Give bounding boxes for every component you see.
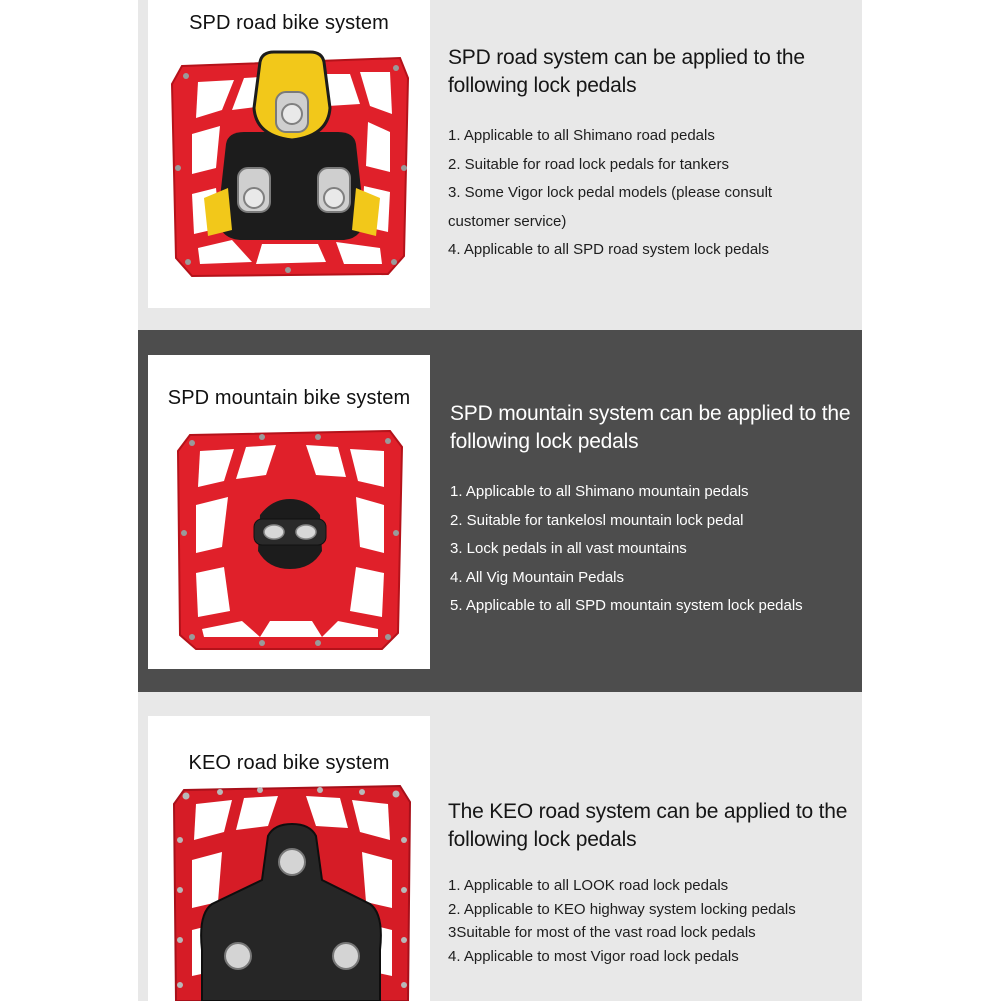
list-item: 1. Applicable to all Shimano mountain pedals	[450, 483, 749, 500]
spd-road-card-title: SPD road bike system	[189, 12, 389, 34]
keo-road-description	[448, 798, 847, 968]
spd-road-compatibility-list	[448, 122, 805, 265]
list-item: 4. All Vig Mountain Pedals	[450, 568, 625, 586]
spd-road-description	[448, 44, 805, 265]
list-item: 4. Applicable to most Vigor road lock pedals	[448, 947, 739, 965]
keo-road-headline-line1: The KEO road system can be applied to the	[448, 800, 848, 823]
keo-road-headline	[448, 798, 847, 854]
spd-road-headline-line2: following lock pedals	[448, 74, 637, 97]
list-item: 2. Applicable to KEO highway system locking pedals	[448, 900, 796, 918]
list-item: 1. Applicable to all LOOK road lock pedals	[448, 877, 729, 894]
spd-road-pedal-image	[168, 48, 414, 280]
list-item: 3. Lock pedals in all vast mountains	[450, 540, 687, 557]
keo-road-section	[138, 692, 862, 1001]
spd-mountain-headline-line1: SPD mountain system can be applied to the	[450, 402, 851, 425]
list-item: 2. Suitable for road lock pedals for tankers	[448, 155, 729, 173]
spd-road-section	[138, 0, 862, 330]
spd-road-headline-line1: SPD road system can be applied to the	[448, 46, 805, 69]
keo-road-pedal-image	[170, 780, 414, 1001]
keo-road-card-title: KEO road bike system	[188, 752, 390, 774]
spd-mountain-compatibility-list	[450, 478, 860, 621]
spd-road-headline	[448, 44, 805, 100]
spd-mountain-headline	[450, 400, 860, 456]
spd-mountain-card-title: SPD mountain bike system	[167, 387, 411, 409]
list-item: 3. Some Vigor lock pedal models (please consult customer service)	[448, 184, 773, 230]
spd-mountain-cleat	[254, 499, 326, 569]
keo-road-compatibility-list	[448, 874, 847, 968]
spd-mountain-product-card	[148, 355, 430, 669]
list-item: 4. Applicable to all SPD road system lock pedals	[448, 241, 769, 258]
spd-mountain-pedal-image	[172, 423, 408, 653]
list-item: 2. Suitable for tankelosl mountain lock pedal	[450, 511, 744, 529]
keo-road-product-card	[148, 716, 430, 1001]
keo-road-headline-line2: following lock pedals	[448, 828, 637, 851]
spd-road-product-card	[148, 0, 430, 308]
list-item: 5. Applicable to all SPD mountain system lock pedals	[450, 597, 803, 614]
spd-mountain-headline-line2: following lock pedals	[450, 430, 639, 453]
list-item: 1. Applicable to all Shimano road pedals	[448, 127, 715, 144]
spd-mountain-description	[450, 400, 860, 621]
spd-mountain-section	[138, 330, 862, 692]
list-item: 3Suitable for most of the vast road lock pedals	[448, 924, 756, 941]
